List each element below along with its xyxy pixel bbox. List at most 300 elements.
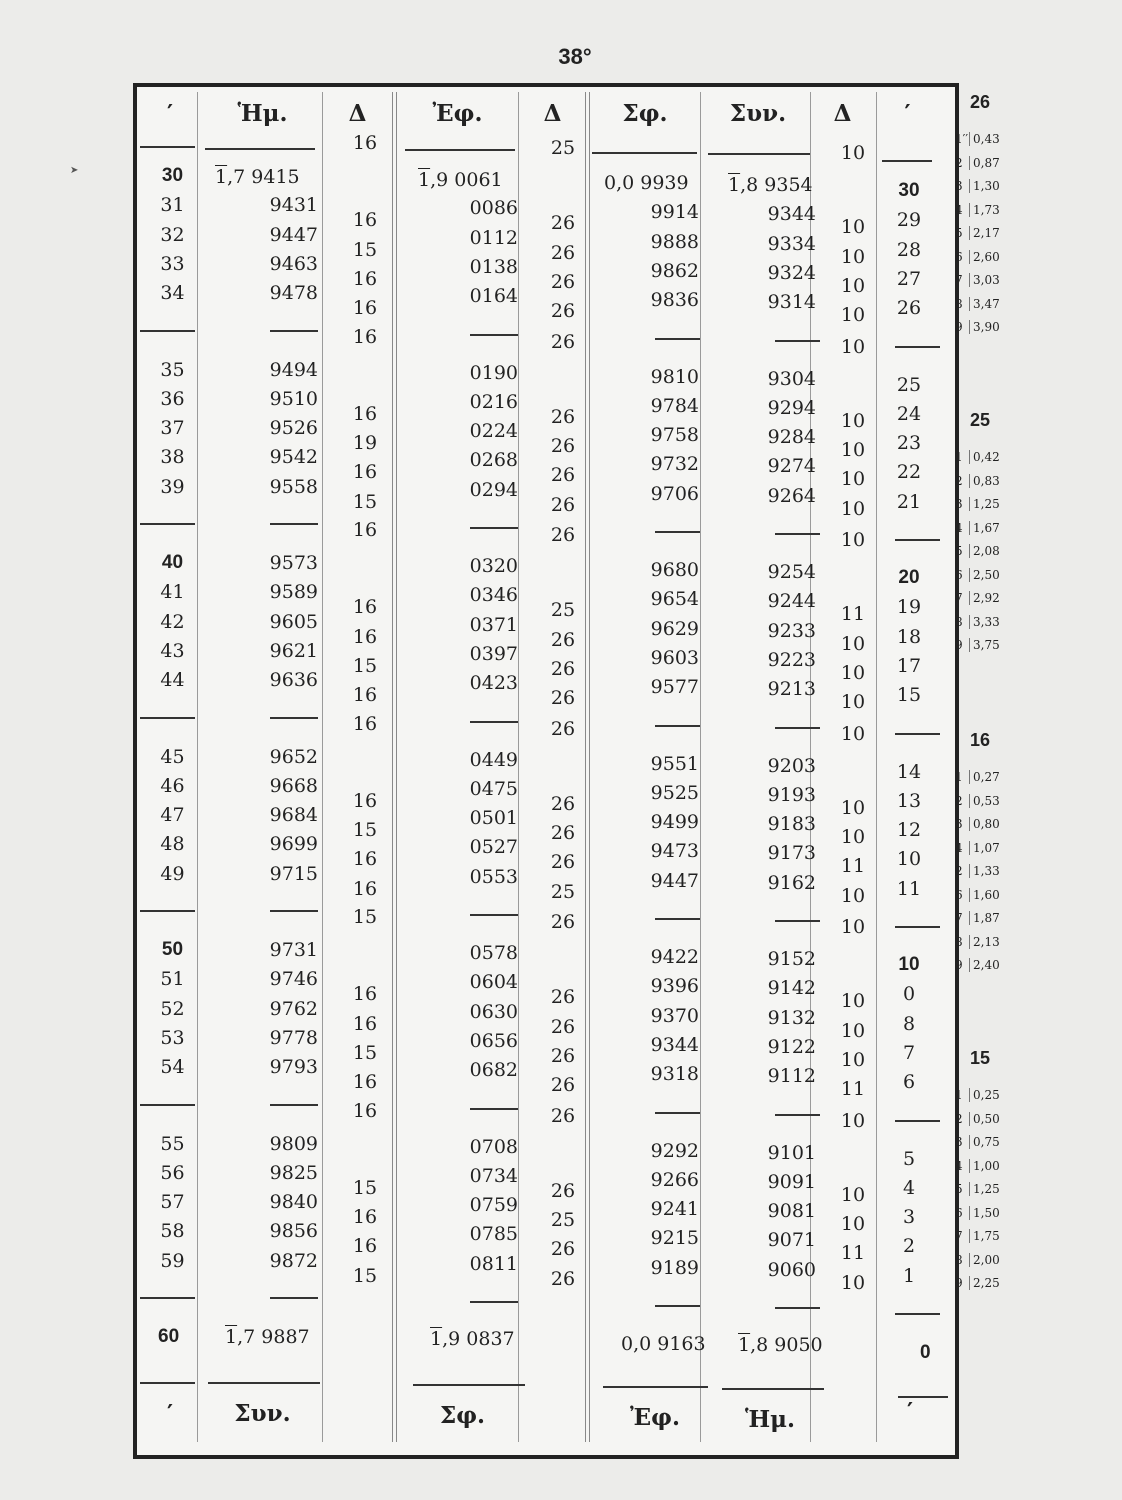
group-separator xyxy=(140,146,195,148)
delta-cosine: 10 xyxy=(840,1272,866,1294)
cotangent-value: 9914 xyxy=(650,201,699,223)
delta-sine: 16 xyxy=(352,790,378,812)
delta-tangent: 26 xyxy=(550,1238,576,1260)
delta-sine: 16 xyxy=(352,1013,378,1035)
pp-seconds: 9 xyxy=(955,320,963,334)
minute-right-label: 22 xyxy=(896,461,922,483)
proportional-parts-row xyxy=(955,615,1000,629)
pp-seconds: 6 xyxy=(955,1205,963,1220)
group-separator xyxy=(205,148,315,150)
pp-seconds: 4 xyxy=(955,840,963,855)
pp-seconds: 4 xyxy=(955,202,963,217)
proportional-parts-row xyxy=(955,497,1000,511)
sine-value: 9573 xyxy=(269,552,318,574)
sine-value: 9589 xyxy=(269,581,318,603)
pp-seconds: 5 xyxy=(955,226,963,240)
column-rule xyxy=(392,92,397,1442)
minute-label: 33 xyxy=(160,253,185,275)
minute-label: 58 xyxy=(160,1220,185,1242)
proportional-parts-row xyxy=(955,203,1000,217)
minute-label: 30 xyxy=(161,165,184,186)
pp-seconds: 7 xyxy=(955,591,963,605)
pp-seconds: 6 xyxy=(955,249,963,264)
pp-value: 1,25 xyxy=(969,497,1000,511)
group-separator xyxy=(895,1313,940,1315)
cotangent-value: 9810 xyxy=(650,366,699,388)
delta-tangent: 26 xyxy=(550,242,576,264)
delta-tangent: 26 xyxy=(550,1074,576,1096)
cosine-value: 9294 xyxy=(767,397,816,419)
tangent-value: 0190 xyxy=(469,362,518,384)
proportional-parts-row xyxy=(955,888,1000,902)
minute-right-label: 10 xyxy=(896,848,922,870)
delta-cosine: 10 xyxy=(840,662,866,684)
sine-value: 9652 xyxy=(269,746,318,768)
cotangent-value: 9784 xyxy=(650,395,699,417)
minute-right-label: 28 xyxy=(896,239,922,261)
delta-sine: 16 xyxy=(352,461,378,483)
header-sine: Ἡμ. xyxy=(237,100,288,127)
minute-label: 59 xyxy=(160,1250,185,1272)
group-separator xyxy=(655,725,700,727)
sine-value: 9463 xyxy=(269,253,318,275)
delta-tangent: 26 xyxy=(550,494,576,516)
minute-right-label: 13 xyxy=(896,790,922,812)
minute-right-label: 5 xyxy=(902,1148,916,1170)
proportional-parts-row xyxy=(955,817,1000,831)
cosine-value: 9324 xyxy=(767,262,816,284)
pp-value: 3,03 xyxy=(969,273,1000,287)
group-separator xyxy=(140,910,195,912)
tangent-value: 0397 xyxy=(469,643,518,665)
minute-right-label: 0 xyxy=(902,983,916,1005)
tangent-value: 0475 xyxy=(469,778,518,800)
sine-value: 9856 xyxy=(269,1220,318,1242)
cosine-value: 9264 xyxy=(767,485,816,507)
header-minutes: ′ xyxy=(166,100,174,127)
minute-60: 60 xyxy=(158,1326,180,1347)
delta-cosine: 10 xyxy=(840,885,866,907)
pp-seconds: 8 xyxy=(955,614,963,629)
group-separator xyxy=(882,160,932,162)
group-separator xyxy=(775,920,820,922)
minute-label: 43 xyxy=(160,640,185,662)
tangent-first: 1,9 0061 xyxy=(418,169,503,191)
proportional-parts-row xyxy=(955,250,1000,264)
proportional-parts-row xyxy=(955,794,1000,808)
minute-right-label: 2 xyxy=(902,1235,916,1257)
minute-label: 45 xyxy=(160,746,185,768)
tangent-value: 0656 xyxy=(469,1030,518,1052)
sine-first: 1,7 9415 xyxy=(215,166,300,188)
group-separator xyxy=(655,918,700,920)
pp-seconds: 2 xyxy=(955,864,963,878)
proportional-parts-row xyxy=(955,638,1000,652)
pp-value: 0,83 xyxy=(969,474,1000,488)
cotangent-value: 9680 xyxy=(650,559,699,581)
cosine-value: 9233 xyxy=(767,620,816,642)
tangent-value: 0708 xyxy=(469,1136,518,1158)
cosine-value: 9193 xyxy=(767,784,816,806)
cosine-value: 9284 xyxy=(767,426,816,448)
group-separator xyxy=(775,1114,820,1116)
minute-label: 46 xyxy=(160,775,185,797)
delta-tangent: 26 xyxy=(550,212,576,234)
minute-right-label: 12 xyxy=(896,819,922,841)
group-separator xyxy=(655,531,700,533)
delta-sine: 16 xyxy=(352,1099,378,1122)
pp-seconds: 3 xyxy=(955,1135,963,1149)
delta-sine: 16 xyxy=(352,297,378,319)
footer-sine: Ἡμ. xyxy=(744,1406,795,1433)
cotangent-value: 9629 xyxy=(650,618,699,640)
margin-mark-icon: ➤ xyxy=(70,165,79,176)
tangent-value: 0604 xyxy=(469,971,518,993)
pp-value: 0,27 xyxy=(969,770,1000,784)
proportional-parts-heading: 26 xyxy=(970,92,991,112)
sine-value: 9542 xyxy=(269,446,318,468)
proportional-parts-row xyxy=(955,1135,1000,1149)
proportional-parts-row xyxy=(955,911,1000,925)
pp-value: 0,75 xyxy=(969,1135,1000,1149)
minute-right-label: 6 xyxy=(902,1071,916,1093)
sine-value: 9872 xyxy=(269,1250,318,1272)
cosine-value: 9132 xyxy=(767,1007,816,1029)
delta-tangent: 26 xyxy=(550,523,576,546)
cosine-value: 9223 xyxy=(767,649,816,671)
tangent-value: 0759 xyxy=(469,1194,518,1216)
tangent-value: 0423 xyxy=(469,672,518,694)
minute-label: 36 xyxy=(160,388,185,410)
header-cosine: Συν. xyxy=(729,100,787,127)
sine-value: 9431 xyxy=(269,194,318,216)
pp-seconds: 2 xyxy=(955,473,963,488)
pp-seconds: 7 xyxy=(955,911,963,925)
minute-label: 53 xyxy=(160,1027,185,1049)
delta-cosine: 10 xyxy=(840,691,866,713)
delta-cosine: 10 xyxy=(840,1020,866,1042)
header-delta-2: Δ xyxy=(543,100,562,127)
delta-tangent: 26 xyxy=(550,1104,576,1127)
pp-seconds: 3 xyxy=(955,497,963,511)
pp-value: 2,25 xyxy=(969,1276,1000,1290)
proportional-parts-row xyxy=(955,770,1000,784)
proportional-parts-row xyxy=(955,297,1000,311)
proportional-parts-heading: 25 xyxy=(970,410,991,430)
cotangent-value: 9215 xyxy=(650,1227,699,1249)
pp-seconds: 1 xyxy=(955,450,963,464)
cosine-value: 9304 xyxy=(767,368,816,390)
group-separator xyxy=(140,1382,195,1384)
pp-seconds: 1 xyxy=(955,770,963,784)
tangent-value: 0578 xyxy=(469,942,518,964)
group-separator xyxy=(140,1104,195,1106)
minute-right-label: 27 xyxy=(896,268,922,290)
pp-value: 0,50 xyxy=(969,1112,1000,1126)
sine-value: 9558 xyxy=(269,476,318,498)
sine-value: 9809 xyxy=(269,1133,318,1155)
delta-cosine: 10 xyxy=(840,722,866,745)
header-cotangent: Σφ. xyxy=(622,100,668,127)
delta-sine: 16 xyxy=(352,268,378,290)
delta-cosine: 10 xyxy=(840,528,866,551)
sine-value: 9778 xyxy=(269,1027,318,1049)
footer-minutes: ′ xyxy=(166,1400,174,1427)
cotangent-value: 9266 xyxy=(650,1169,699,1191)
group-separator xyxy=(140,523,195,525)
group-separator xyxy=(208,1382,320,1384)
pp-value: 3,33 xyxy=(969,615,1000,629)
pp-value: 1,33 xyxy=(969,864,1000,878)
group-separator xyxy=(895,346,940,348)
proportional-parts-row xyxy=(955,1182,1000,1196)
sine-value: 9699 xyxy=(269,833,318,855)
column-rule xyxy=(518,92,519,1442)
sine-last: 1,7 9887 xyxy=(225,1326,310,1348)
delta-sine: 15 xyxy=(352,491,378,513)
proportional-parts-row xyxy=(955,521,1000,535)
cosine-value: 9071 xyxy=(767,1229,816,1251)
proportional-parts-row xyxy=(955,864,1000,878)
proportional-parts-row xyxy=(955,156,1000,170)
group-separator xyxy=(270,910,318,912)
proportional-parts-row xyxy=(955,1276,1000,1290)
pp-value: 2,17 xyxy=(969,226,1000,240)
proportional-parts-heading: 16 xyxy=(970,730,991,750)
footer-cosine: Συν. xyxy=(234,1400,291,1427)
cosine-value: 9213 xyxy=(767,678,816,700)
proportional-parts-row xyxy=(955,273,1000,287)
delta-sine: 16 xyxy=(352,878,378,900)
tangent-value: 0811 xyxy=(469,1253,518,1275)
delta-cosine: 11 xyxy=(840,603,866,625)
cotangent-value: 9396 xyxy=(650,975,699,997)
cosine-first: 1,8 9354 xyxy=(728,174,813,196)
pp-value: 1,30 xyxy=(969,179,1000,193)
cosine-value: 9060 xyxy=(767,1259,816,1281)
pp-value: 1,60 xyxy=(969,888,1000,902)
proportional-parts-row xyxy=(955,544,1000,558)
minute-label: 55 xyxy=(160,1133,185,1155)
delta-tangent: 26 xyxy=(550,1045,576,1067)
delta-tangent: 25 xyxy=(550,136,576,159)
minute-label: 51 xyxy=(160,968,185,990)
delta-cosine: 10 xyxy=(840,410,866,432)
group-separator xyxy=(895,539,940,541)
group-separator xyxy=(470,914,518,916)
delta-tangent: 25 xyxy=(550,881,576,903)
group-separator xyxy=(895,1120,940,1122)
minute-right-label: 10 xyxy=(898,954,920,975)
minute-label: 37 xyxy=(160,417,185,439)
delta-tangent: 26 xyxy=(550,464,576,486)
pp-seconds: 2 xyxy=(955,1111,963,1126)
pp-seconds: 6 xyxy=(955,887,963,902)
delta-tangent: 26 xyxy=(550,1016,576,1038)
cotangent-value: 9862 xyxy=(650,260,699,282)
tangent-value: 0449 xyxy=(469,749,518,771)
pp-seconds: 4 xyxy=(955,520,963,535)
pp-seconds: 9 xyxy=(955,638,963,652)
sine-value: 9668 xyxy=(269,775,318,797)
footer-minutes-right: ′ xyxy=(906,1398,914,1425)
proportional-parts-row xyxy=(955,568,1000,582)
sine-value: 9621 xyxy=(269,640,318,662)
delta-tangent: 26 xyxy=(550,851,576,873)
delta-sine: 16 xyxy=(352,131,378,154)
footer-cotangent: Σφ. xyxy=(439,1402,486,1429)
delta-cosine: 10 xyxy=(840,826,866,848)
delta-cosine: 10 xyxy=(840,246,866,268)
delta-sine: 19 xyxy=(352,432,378,454)
cotangent-value: 9706 xyxy=(650,483,699,505)
delta-sine: 16 xyxy=(352,712,378,735)
minute-right-label: 25 xyxy=(896,374,922,396)
minute-label: 44 xyxy=(160,669,185,691)
delta-sine: 15 xyxy=(352,655,378,677)
header-minutes-right: ′ xyxy=(904,100,911,127)
cotangent-value: 9525 xyxy=(650,782,699,804)
pp-seconds: 3 xyxy=(955,179,963,193)
delta-tangent: 26 xyxy=(550,1180,576,1202)
cotangent-value: 9551 xyxy=(650,753,699,775)
page-title: 38° xyxy=(558,44,592,69)
delta-cosine: 10 xyxy=(840,1109,866,1132)
delta-tangent: 26 xyxy=(550,300,576,322)
delta-tangent: 26 xyxy=(550,717,576,740)
pp-seconds: 4 xyxy=(955,1158,963,1173)
pp-value: 3,47 xyxy=(969,297,1000,311)
sine-value: 9684 xyxy=(269,804,318,826)
pp-value: 3,90 xyxy=(969,320,1000,334)
group-separator xyxy=(140,1297,195,1299)
delta-cosine: 10 xyxy=(840,141,866,164)
tangent-value: 0553 xyxy=(469,866,518,888)
proportional-parts-row xyxy=(955,132,1000,146)
minute-right-label: 19 xyxy=(896,596,922,618)
group-separator xyxy=(655,1305,700,1307)
delta-sine: 16 xyxy=(352,1206,378,1228)
delta-tangent: 26 xyxy=(550,986,576,1008)
tangent-value: 0682 xyxy=(469,1059,518,1081)
delta-sine: 15 xyxy=(352,819,378,841)
tangent-value: 0224 xyxy=(469,420,518,442)
delta-tangent: 26 xyxy=(550,1268,576,1290)
group-separator xyxy=(140,330,195,332)
sine-value: 9715 xyxy=(269,863,318,885)
pp-value: 3,75 xyxy=(969,638,1000,652)
minute-right-label: 3 xyxy=(902,1206,916,1228)
delta-tangent: 26 xyxy=(550,271,576,293)
delta-sine: 16 xyxy=(352,596,378,618)
pp-value: 1,75 xyxy=(969,1229,1000,1243)
delta-tangent: 26 xyxy=(550,629,576,651)
sine-value: 9526 xyxy=(269,417,318,439)
minute-right-label: 23 xyxy=(896,432,922,454)
delta-sine: 16 xyxy=(352,983,378,1005)
group-separator xyxy=(405,149,515,151)
delta-sine: 16 xyxy=(352,403,378,425)
pp-seconds: 2 xyxy=(955,793,963,808)
delta-cosine: 11 xyxy=(840,855,866,877)
delta-cosine: 10 xyxy=(840,275,866,297)
proportional-parts-row xyxy=(955,591,1000,605)
minute-right-0: 0 xyxy=(920,1342,931,1363)
sine-value: 9762 xyxy=(269,998,318,1020)
cosine-last: 1,8 9050 xyxy=(738,1334,823,1356)
proportional-parts-row xyxy=(955,320,1000,334)
sine-value: 9447 xyxy=(269,224,318,246)
tangent-value: 0086 xyxy=(469,197,518,219)
delta-tangent: 26 xyxy=(550,406,576,428)
cotangent-value: 9758 xyxy=(650,424,699,446)
cosine-value: 9244 xyxy=(767,590,816,612)
cosine-value: 9101 xyxy=(767,1142,816,1164)
pp-value: 0,80 xyxy=(969,817,1000,831)
tangent-value: 0216 xyxy=(469,391,518,413)
proportional-parts-row xyxy=(955,935,1000,949)
minute-label: 41 xyxy=(160,581,185,603)
tangent-value: 0527 xyxy=(469,836,518,858)
minute-label: 56 xyxy=(160,1162,185,1184)
minute-right-label: 14 xyxy=(896,761,922,783)
pp-value: 0,87 xyxy=(969,156,1000,170)
minute-label: 42 xyxy=(160,611,185,633)
cotangent-value: 9189 xyxy=(650,1257,699,1279)
pp-value: 2,00 xyxy=(969,1253,1000,1267)
group-separator xyxy=(603,1386,708,1388)
sine-value: 9825 xyxy=(269,1162,318,1184)
minute-label: 40 xyxy=(161,552,184,573)
pp-value: 2,92 xyxy=(969,591,1000,605)
group-separator xyxy=(140,717,195,719)
cotangent-value: 9422 xyxy=(650,946,699,968)
delta-cosine: 10 xyxy=(840,439,866,461)
cosine-value: 9112 xyxy=(767,1065,816,1087)
group-separator xyxy=(898,1396,948,1398)
group-separator xyxy=(470,1301,518,1303)
cotangent-first: 0,0 9939 xyxy=(604,172,689,194)
tangent-value: 0785 xyxy=(469,1223,518,1245)
minute-label: 50 xyxy=(161,939,184,960)
proportional-parts-row xyxy=(955,1229,1000,1243)
cotangent-value: 9241 xyxy=(650,1198,699,1220)
tangent-value: 0371 xyxy=(469,614,518,636)
column-rule xyxy=(700,92,701,1442)
proportional-parts-row xyxy=(955,1112,1000,1126)
proportional-parts-row xyxy=(955,958,1000,972)
sine-value: 9731 xyxy=(269,939,318,961)
group-separator xyxy=(775,727,820,729)
pp-seconds: 6 xyxy=(955,567,963,582)
pp-seconds: 8 xyxy=(955,934,963,949)
sine-value: 9494 xyxy=(269,359,318,381)
tangent-value: 0268 xyxy=(469,449,518,471)
delta-cosine: 10 xyxy=(840,1184,866,1206)
minute-right-label: 26 xyxy=(896,297,922,319)
minute-label: 39 xyxy=(160,476,185,498)
pp-value: 0,53 xyxy=(969,794,1000,808)
pp-seconds: 7 xyxy=(955,1229,963,1243)
tangent-last: 1,9 0837 xyxy=(430,1328,515,1350)
cosine-value: 9334 xyxy=(767,233,816,255)
delta-cosine: 10 xyxy=(840,1049,866,1071)
proportional-parts-row xyxy=(955,1088,1000,1102)
group-separator xyxy=(270,1297,318,1299)
group-separator xyxy=(775,340,820,342)
cosine-value: 9122 xyxy=(767,1036,816,1058)
group-separator xyxy=(895,733,940,735)
